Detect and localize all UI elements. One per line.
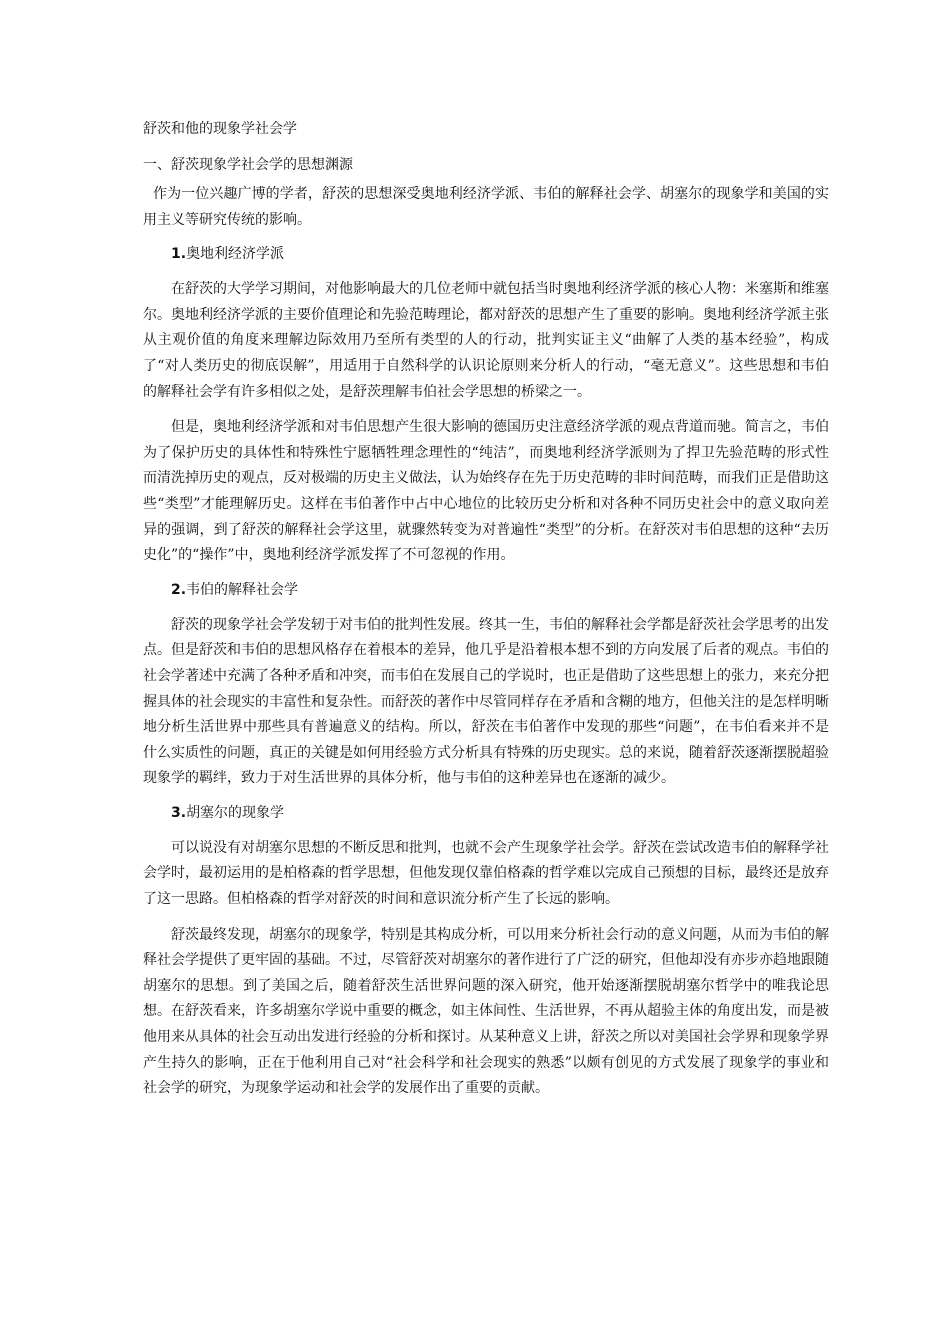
document-page xyxy=(143,118,829,1112)
section-heading: 一、舒茨现象学社会学的思想渊源 xyxy=(143,157,353,173)
intro-paragraph: 作为一位兴趣广博的学者，舒茨的思想深受奥地利经济学派、韦伯的解释社会学、胡塞尔的现象学和美国的实用主义等研究传统的影响。 xyxy=(143,186,829,228)
subsection-number: 1. xyxy=(171,246,187,263)
subsection-heading-austrian-school xyxy=(171,243,829,265)
paragraph: 但是，奥地利经济学派和对韦伯思想产生很大影响的德国历史注意经济学派的观点背道而驰。简言之，韦伯为了保护历史的具体性和特殊性宁愿牺牲理念理性的“纯洁”，而奥地利经济学派则为了捍卫先验范畴的形式性而清洗掉历史的观点，反对极端的历史主义做法，认为始终存在先于历史范畴的非时间范畴，而我们正是借助这些“类型”才能理解历史。这样在韦伯著作中占中心地位的比较历史分析和对各种不同历史社会中的意义取向差异的强调，到了舒茨的解释社会学这里，就骤然转变为对普遍性“类型”的分析。在舒茨对韦伯思想的这种“去历史化”的“操作”中，奥地利经济学派发挥了不可忽视的作用。 xyxy=(143,419,829,564)
paragraph: 舒茨的现象学社会学发轫于对韦伯的批判性发展。终其一生，韦伯的解释社会学都是舒茨社会学思考的出发点。但是舒茨和韦伯的思想风格存在着根本的差异，他几乎是沿着根本想不到的方向发展了后者的观点。韦伯的社会学著述中充满了各种矛盾和冲突，而韦伯在发展自己的学说时，也正是借助了这些思想上的张力，来充分把握具体的社会现实的丰富性和复杂性。而舒茨的著作中尽管同样存在矛盾和含糊的地方，但他关注的是怎样明晰地分析生活世界中那些具有普遍意义的结构。所以，舒茨在韦伯著作中发现的那些“问题”，在韦伯看来并不是什么实质性的问题，真正的关键是如何用经验方式分析具有特殊的历史现实。总的来说，随着舒茨逐渐摆脱超验现象学的羁绊，致力于对生活世界的具体分析，他与韦伯的这种差异也在逐渐的减少。 xyxy=(143,616,829,787)
subsection-number: 2. xyxy=(171,581,187,598)
subsection-number: 3. xyxy=(171,804,187,821)
subsection-heading-husserl xyxy=(171,802,829,824)
paragraph: 可以说没有对胡塞尔思想的不断反思和批判，也就不会产生现象学社会学。舒茨在尝试改造韦伯的解释学社会学时，最初运用的是柏格森的哲学思想，但他发现仅靠伯格森的哲学难以完成自己预想的目标，最终还是放弃了这一思路。但柏格森的哲学对舒茨的时间和意识流分析产生了长远的影响。 xyxy=(143,839,829,908)
paragraph: 舒茨最终发现，胡塞尔的现象学，特别是其构成分析，可以用来分析社会行动的意义问题，从而为韦伯的解释社会学提供了更牢固的基础。不过，尽管舒茨对胡塞尔的著作进行了广泛的研究，但他却没有亦步亦趋地跟随胡塞尔的思想。到了美国之后，随着舒茨生活世界问题的深入研究，他开始逐渐摆脱胡塞尔哲学中的唯我论思想。在舒茨看来，许多胡塞尔学说中重要的概念，如主体间性、生活世界，不再从超验主体的角度出发，而是被他用来从具体的社会互动出发进行经验的分析和探讨。从某种意义上讲，舒茨之所以对美国社会学界和现象学界产生持久的影响，正在于他利用自己对“社会科学和社会现实的熟悉”以颇有创见的方式发展了现象学的事业和社会学的研究，为现象学运动和社会学的发展作出了重要的贡献。 xyxy=(143,926,829,1097)
subsection-title: 韦伯的解释社会学 xyxy=(186,581,299,598)
document-title: 舒茨和他的现象学社会学 xyxy=(143,121,297,137)
subsection-heading-weber xyxy=(171,579,829,601)
subsection-title: 胡塞尔的现象学 xyxy=(186,804,285,821)
subsection-title: 奥地利经济学派 xyxy=(186,246,285,263)
paragraph: 在舒茨的大学学习期间，对他影响最大的几位老师中就包括当时奥地利经济学派的核心人物：米塞斯和维塞尔。奥地利经济学派的主要价值理论和先验范畴理论，都对舒茨的思想产生了重要的影响。奥地利经济学派主张从主观价值的角度来理解边际效用乃至所有类型的人的行动，批判实证主义“曲解了人类的基本经验”，构成了“对人类历史的彻底误解”，用适用于自然科学的认识论原则来分析人的行动，“毫无意义”。这些思想和韦伯的解释社会学有许多相似之处，是舒茨理解韦伯社会学思想的桥梁之一。 xyxy=(143,281,829,400)
